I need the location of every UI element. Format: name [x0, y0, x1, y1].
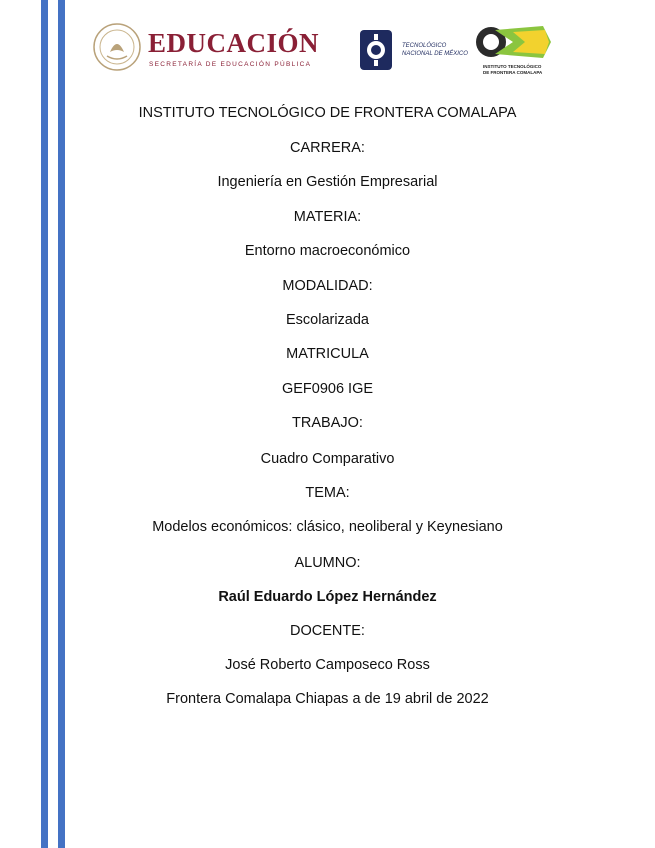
logo-header: [0, 22, 655, 84]
tecnm-line-1: TECNOLÓGICO: [402, 43, 447, 49]
trabajo-label: TRABAJO:: [292, 415, 363, 431]
itfc-wordmark: [483, 64, 542, 75]
itfc-line-2: DE FRONTERA COMALAPA: [483, 69, 543, 75]
sep-subtitle: SECRETARÍA DE EDUCACIÓN PÚBLICA: [149, 61, 312, 68]
materia-value: Entorno macroeconómico: [244, 243, 411, 259]
modalidad-label: MODALIDAD:: [282, 278, 373, 294]
carrera-label: CARRERA:: [290, 140, 365, 156]
materia-label: MATERIA:: [293, 209, 362, 225]
matricula-value: GEF0906 IGE: [281, 381, 374, 397]
matricula-label: MATRICULA: [286, 346, 369, 362]
tecnm-line-2: NACIONAL DE MÉXICO: [402, 51, 468, 57]
docente-name: José Roberto Camposeco Ross: [225, 657, 430, 673]
tema-label: TEMA:: [305, 485, 350, 501]
itfc-logo-icon: [473, 22, 553, 62]
mexico-seal-icon: [92, 22, 142, 72]
tema-value: Modelos económicos: clásico, neoliberal y Keynesiano: [152, 519, 503, 535]
alumno-label: ALUMNO:: [294, 555, 361, 571]
modalidad-value: Escolarizada: [285, 312, 369, 328]
place-date: Frontera Comalapa Chiapas a de 19 abril de 2022: [166, 691, 489, 707]
alumno-name: Raúl Eduardo López Hernández: [218, 589, 437, 605]
tecnm-wordmark: [402, 42, 468, 58]
trabajo-value: Cuadro Comparativo: [260, 451, 395, 467]
institution-name: INSTITUTO TECNOLÓGICO DE FRONTERA COMALAPA: [138, 105, 517, 121]
tecnm-gear-icon: [358, 28, 394, 72]
sep-title: EDUCACIÓN: [148, 28, 320, 58]
carrera-value: Ingeniería en Gestión Empresarial: [217, 174, 438, 190]
itfc-line-1: INSTITUTO TECNOLÓGICO: [483, 64, 542, 69]
docente-label: DOCENTE:: [290, 623, 365, 639]
